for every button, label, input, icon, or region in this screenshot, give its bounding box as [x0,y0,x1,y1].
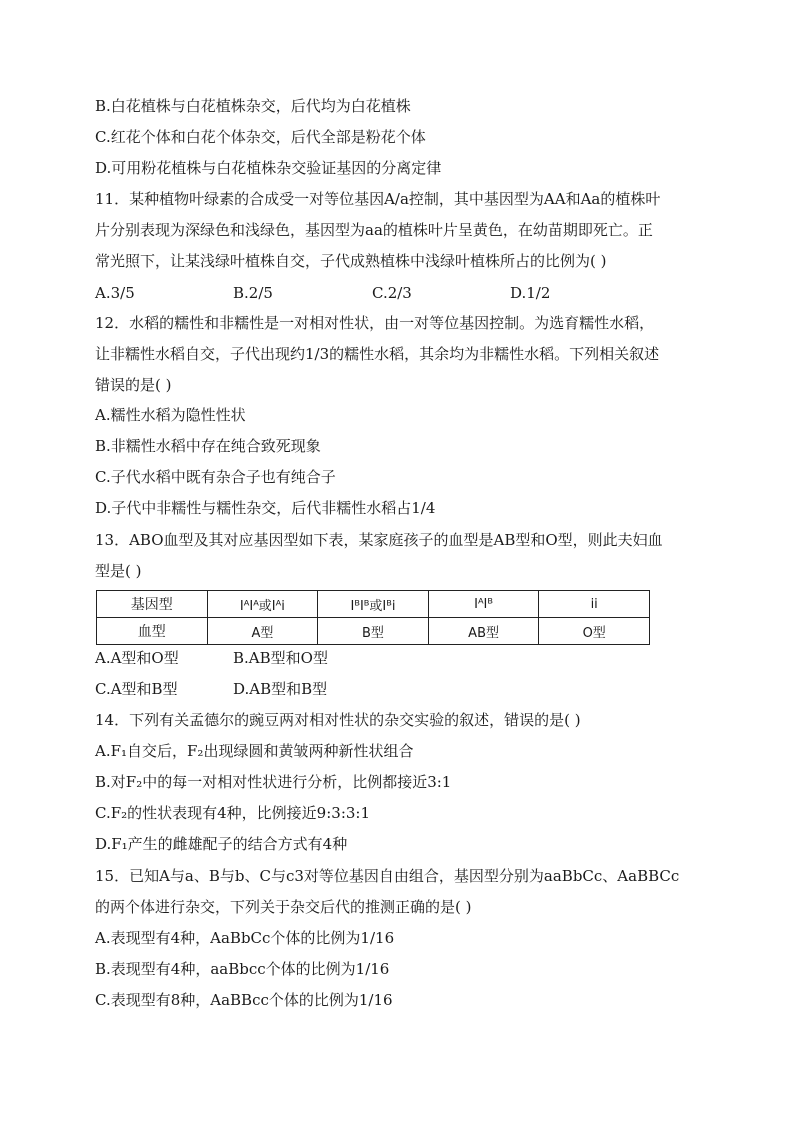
option-d-prev: D.可用粉花植株与白花植株杂交验证基因的分离定律 [95,159,442,177]
question-12-line-2: 让非糯性水稻自交，子代出现约1/3的糯性水稻，其余均为非糯性水稻。下列相关叙述 [95,345,660,363]
question-15-option-b: B.表现型有4种，aaBbcc个体的比例为1/16 [95,960,390,978]
table-cell: B型 [318,618,429,645]
question-13-option-d: D.AB型和B型 [233,680,328,698]
question-15-line-2: 的两个体进行杂交，下列关于杂交后代的推测正确的是( ) [95,898,472,916]
question-11-option-c: C.2/3 [372,284,412,302]
question-13-option-a: A.A型和O型 [95,649,179,667]
table-cell: O型 [539,618,650,645]
table-cell: 血型 [97,618,208,645]
question-13-option-b: B.AB型和O型 [233,649,328,667]
table-cell: 基因型 [97,591,208,618]
question-14-option-d: D.F₁产生的雌雄配子的结合方式有4种 [95,835,348,853]
question-12-option-d: D.子代中非糯性与糯性杂交，后代非糯性水稻占1/4 [95,499,436,517]
question-14-option-c: C.F₂的性状表现有4种，比例接近9:3:3:1 [95,804,371,822]
option-b-prev: B.白花植株与白花植株杂交，后代均为白花植株 [95,97,411,115]
question-11-option-b: B.2/5 [233,284,273,302]
table-cell: ii [539,591,650,618]
question-14-line-1: 14．下列有关孟德尔的豌豆两对相对性状的杂交实验的叙述，错误的是( ) [95,711,581,729]
question-12-option-c: C.子代水稻中既有杂合子也有纯合子 [95,468,336,486]
question-15-line-1: 15．已知A与a、B与b、C与c3对等位基因自由组合，基因型分别为aaBbCc、AaBBCc [95,867,680,885]
question-12-option-b: B.非糯性水稻中存在纯合致死现象 [95,437,321,455]
table-row [97,618,650,645]
question-13-line-2: 型是( ) [95,562,142,580]
question-11-option-a: A.3/5 [95,284,135,302]
question-14-option-a: A.F₁自交后，F₂出现绿圆和黄皱两种新性状组合 [95,742,414,760]
question-13-option-c: C.A型和B型 [95,680,178,698]
question-14-option-b: B.对F₂中的每一对相对性状进行分析，比例都接近3:1 [95,773,452,791]
question-12-line-3: 错误的是( ) [95,376,172,394]
question-12-line-1: 12．水稻的糯性和非糯性是一对相对性状，由一对等位基因控制。为选育糯性水稻， [95,314,655,332]
question-13-line-1: 13．ABO血型及其对应基因型如下表，某家庭孩子的血型是AB型和O型，则此夫妇血 [95,531,663,549]
table-cell: IᴬIᴮ [428,591,539,618]
question-11-line-1: 11．某种植物叶绿素的合成受一对等位基因A/a控制，其中基因型为AA和Aa的植株叶 [95,190,661,208]
question-15-option-c: C.表现型有8种，AaBBcc个体的比例为1/16 [95,991,393,1009]
table-row [97,591,650,618]
table-cell: AB型 [428,618,539,645]
table-cell: IᴮIᴮ或Iᴮi [318,591,429,618]
table-cell: IᴬIᴬ或Iᴬi [207,591,318,618]
option-c-prev: C.红花个体和白花个体杂交，后代全部是粉花个体 [95,128,426,146]
question-12-option-a: A.糯性水稻为隐性性状 [95,406,246,424]
question-11-line-3: 常光照下，让某浅绿叶植株自交，子代成熟植株中浅绿叶植株所占的比例为( ) [95,252,607,270]
question-11-line-2: 片分别表现为深绿色和浅绿色，基因型为aa的植株叶片呈黄色，在幼苗期即死亡。正 [95,221,653,239]
question-11-option-d: D.1/2 [510,284,551,302]
blood-type-table [96,590,650,645]
question-15-option-a: A.表现型有4种，AaBbCc个体的比例为1/16 [95,929,395,947]
table-cell: A型 [207,618,318,645]
